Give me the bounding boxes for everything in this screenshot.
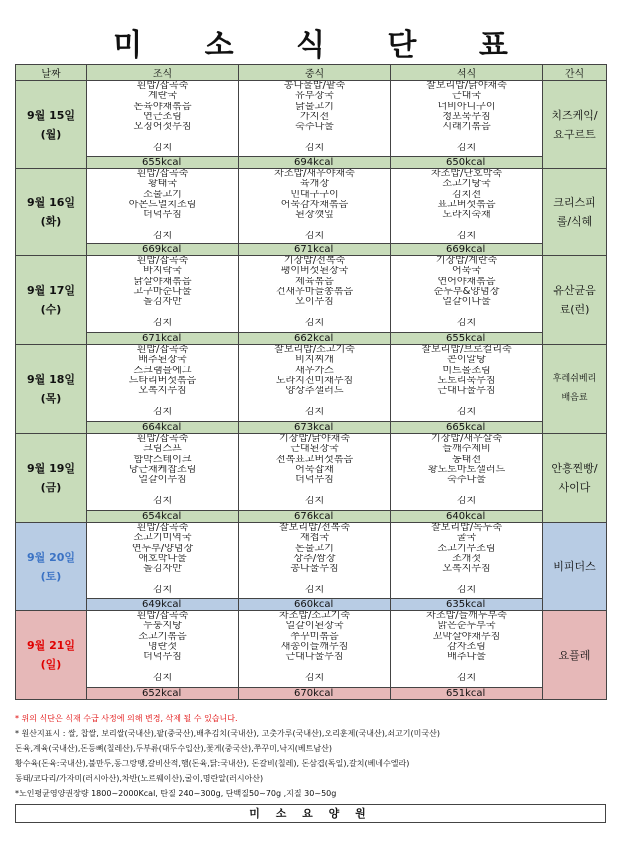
snack-item: 요구르트	[553, 127, 596, 141]
menu-item: 김치	[456, 495, 477, 506]
header-row	[16, 65, 607, 81]
day-row	[16, 523, 607, 599]
menu-item: 닭불고기	[295, 101, 334, 112]
menu-item: 조개젓	[452, 553, 481, 564]
menu-item	[239, 307, 390, 317]
kcal-value: 655kcal	[87, 157, 239, 169]
menu-item: 얼갈이나물	[442, 297, 491, 308]
menu-item: 어묵감자채볶음	[280, 199, 349, 210]
menu-item: 찰보리밥/전복죽	[279, 523, 350, 533]
kcal-value: 670kcal	[239, 688, 391, 700]
menu-item: 어묵국	[452, 266, 481, 277]
menu-item	[239, 396, 390, 406]
menu-item	[239, 485, 390, 495]
snack-cell	[543, 256, 607, 345]
kcal-value: 671kcal	[87, 333, 239, 345]
menu-item: 청포묵무침	[442, 111, 491, 122]
header-lunch: 중식	[239, 65, 391, 81]
menu-item: 김치	[304, 142, 325, 153]
menu-item	[87, 132, 238, 142]
snack-cell	[543, 81, 607, 169]
menu-item: 돈육야채볶음	[133, 101, 192, 112]
menu-item: 가지전	[300, 111, 329, 122]
day-weekday: (토)	[40, 569, 62, 583]
kcal-row	[16, 244, 607, 256]
menu-item: 차조밥/새우야채죽	[274, 169, 355, 179]
menu-item: 흰밥/잡곡죽	[136, 434, 189, 444]
snack-cell	[543, 169, 607, 256]
menu-item: 찰보리밥/소고기죽	[274, 345, 355, 355]
menu-item: 민대구구이	[290, 189, 339, 200]
menu-item: 김치	[152, 584, 173, 595]
menu-item: 김치	[304, 672, 325, 683]
menu-item: 흰밥/잡곡죽	[136, 523, 189, 533]
snack-cell	[543, 434, 607, 523]
menu-item: 소불고기	[143, 189, 182, 200]
kcal-value: 665kcal	[391, 422, 543, 434]
menu-item	[391, 220, 542, 230]
menu-item: 기장밥/닭야채죽	[279, 434, 350, 444]
dinner-cell	[391, 256, 543, 333]
menu-item: 아몬드멸치조림	[128, 199, 197, 210]
kcal-value: 650kcal	[391, 157, 543, 169]
breakfast-cell	[87, 169, 239, 244]
menu-item	[391, 662, 542, 672]
day-cell	[16, 611, 87, 700]
meal-plan-table	[15, 64, 607, 700]
menu-item: 누룽지탕	[143, 621, 182, 632]
menu-item: 흰밥/잡곡죽	[136, 345, 189, 355]
menu-item: 김치	[152, 406, 173, 417]
menu-item: 미트볼조림	[442, 365, 491, 376]
day-row	[16, 256, 607, 333]
menu-item	[391, 574, 542, 584]
menu-item	[391, 307, 542, 317]
menu-item: 들깨수제비	[442, 444, 491, 455]
day-row	[16, 169, 607, 244]
snack-cell	[543, 611, 607, 700]
meal-plan-body	[16, 81, 607, 700]
day-weekday: (일)	[40, 658, 62, 671]
day-cell	[16, 256, 87, 345]
notes	[15, 711, 606, 801]
menu-item: 흰밥/잡곡죽	[136, 169, 189, 179]
snack-item: 비피더스	[553, 560, 596, 573]
menu-item: 애호박나물	[138, 553, 187, 564]
menu-item: 새송이들깨무침	[280, 641, 349, 652]
menu-item: 소고기탕국	[442, 179, 491, 190]
day-date: 9월 19일	[26, 462, 76, 475]
dinner-cell	[391, 169, 543, 244]
menu-item: 소고기미역국	[133, 533, 192, 544]
kcal-value: 660kcal	[239, 599, 391, 611]
menu-item: 흰밥/잡곡죽	[136, 256, 189, 266]
menu-item	[87, 307, 238, 317]
menu-item: 느타리버섯볶음	[128, 375, 197, 386]
breakfast-cell	[87, 434, 239, 511]
menu-item	[87, 485, 238, 495]
menu-item: 근대나물무침	[437, 386, 496, 397]
menu-item: 김치	[152, 142, 173, 153]
menu-item: 감자조림	[447, 641, 486, 652]
menu-item: 김치	[304, 230, 325, 241]
kcal-value: 694kcal	[239, 157, 391, 169]
menu-item: 김치	[456, 230, 477, 241]
kcal-value: 671kcal	[239, 244, 391, 256]
menu-item: 돌김자반	[143, 564, 182, 575]
menu-item: 비지찌개	[295, 355, 334, 366]
note-line: *노인평균영양권장량 1800~2000Kcal, 탄질 240~300g, 단백질50~70g ,지질 30~50g	[15, 789, 337, 798]
menu-item	[391, 132, 542, 142]
menu-item: 찰보리밥/닭야채죽	[426, 81, 507, 91]
menu-item: 오이무침	[295, 297, 334, 308]
kcal-row	[16, 511, 607, 523]
header-breakfast: 조식	[87, 65, 239, 81]
menu-item: 차조밥/들깨두부죽	[426, 611, 507, 621]
menu-item: 김치	[152, 230, 173, 241]
menu-item: 굴국	[456, 533, 477, 544]
menu-item	[239, 662, 390, 672]
menu-item: 도토리묵무침	[437, 375, 496, 386]
lunch-cell	[239, 256, 391, 333]
menu-item: 바지락국	[143, 266, 182, 277]
day-cell	[16, 169, 87, 256]
menu-item: 김치	[456, 584, 477, 595]
menu-item: 김치	[456, 317, 477, 328]
menu-item	[391, 485, 542, 495]
lunch-cell	[239, 81, 391, 157]
snack-cell	[543, 523, 607, 611]
menu-item: 차조밥/단호박죽	[431, 169, 502, 179]
menu-item: 꼬막살야채무침	[432, 631, 501, 642]
menu-item: 스크램블에그	[133, 365, 192, 376]
menu-item: 김치	[304, 584, 325, 595]
breakfast-cell	[87, 256, 239, 333]
menu-item: 김치	[456, 142, 477, 153]
menu-item: 차조밥/소고기죽	[279, 611, 350, 621]
facility-name: 미 소 요 양 원	[15, 804, 606, 823]
menu-item: 배추된장국	[138, 355, 187, 366]
menu-item: 건새우마늘쫑볶음	[275, 286, 354, 297]
day-date: 9월 20일	[26, 550, 76, 564]
breakfast-cell	[87, 611, 239, 688]
menu-item: 어묵잡채	[295, 464, 334, 475]
day-weekday: (화)	[40, 215, 62, 228]
menu-item: 김치	[304, 317, 325, 328]
menu-item: 콘이알탕	[447, 355, 486, 366]
day-weekday: (수)	[40, 303, 62, 316]
menu-item: 오복지무침	[442, 564, 491, 575]
day-weekday: (목)	[40, 392, 62, 405]
kcal-value: 640kcal	[391, 511, 543, 523]
menu-item: 오복지무침	[138, 386, 187, 397]
day-cell	[16, 523, 87, 611]
kcal-value: 664kcal	[87, 422, 239, 434]
menu-item: 상추/쌈장	[293, 553, 336, 564]
menu-item: 기장밥/새우살죽	[431, 434, 502, 444]
menu-item: 김치	[152, 317, 173, 328]
lunch-cell	[239, 611, 391, 688]
menu-item: 동태전	[452, 454, 481, 465]
menu-item: 찰보리밥/녹두죽	[431, 523, 502, 533]
menu-item	[239, 220, 390, 230]
menu-item: 더덕무침	[143, 210, 182, 221]
menu-item: 순두부&양념장	[433, 286, 500, 297]
snack-item: 료(런)	[559, 303, 590, 316]
header-date: 날짜	[16, 65, 87, 81]
menu-item	[239, 574, 390, 584]
menu-item: 고구마순나물	[133, 286, 192, 297]
menu-item: 당근채케찹조림	[128, 464, 197, 475]
menu-item	[87, 396, 238, 406]
menu-item: 육개장	[300, 179, 329, 190]
menu-item: 황태국	[148, 179, 177, 190]
menu-item: 크림스프	[143, 444, 182, 455]
dinner-cell	[391, 523, 543, 599]
kcal-value: 662kcal	[239, 333, 391, 345]
menu-item: 명란젓	[148, 641, 177, 652]
breakfast-cell	[87, 523, 239, 599]
dinner-cell	[391, 611, 543, 688]
kcal-value: 652kcal	[87, 688, 239, 700]
kcal-row	[16, 688, 607, 700]
menu-item: 기장밥/전복죽	[283, 256, 346, 266]
menu-item	[87, 220, 238, 230]
kcal-row	[16, 422, 607, 434]
menu-item: 근대나물무침	[285, 652, 344, 663]
menu-item: 김치	[152, 495, 173, 506]
lunch-cell	[239, 523, 391, 599]
breakfast-cell	[87, 81, 239, 157]
menu-item: 표고버섯볶음	[437, 199, 496, 210]
day-date: 9월 16일	[26, 196, 76, 209]
menu-item: 오징어젓무침	[133, 122, 192, 133]
menu-item: 근대된장국	[290, 444, 339, 455]
menu-item: 쭈꾸미볶음	[290, 631, 339, 642]
day-cell	[16, 434, 87, 523]
dinner-cell	[391, 81, 543, 157]
note-line: 동태/코다리/가자미(러시아산),차반(노르웨이산),굴이,명란알(러시아산)	[15, 774, 264, 783]
note-line: * 위의 식단은 식재 수급 사정에 의해 변경, 삭제 될 수 있습니다.	[15, 714, 238, 723]
menu-item: 전복표고버섯볶음	[275, 454, 354, 465]
menu-item: 찰보리밥/브로컬리죽	[421, 345, 512, 355]
snack-item: 치즈케익/	[551, 108, 598, 122]
dinner-cell	[391, 434, 543, 511]
day-date: 9월 17일	[26, 284, 76, 297]
menu-item: 새우가스	[295, 365, 334, 376]
snack-item: 크리스피	[553, 196, 596, 209]
day-weekday: (금)	[40, 481, 62, 494]
kcal-value: 655kcal	[391, 333, 543, 345]
menu-item: 팽이버섯된장국	[280, 266, 349, 277]
menu-item	[239, 132, 390, 142]
menu-item: 더덕무침	[295, 475, 334, 486]
menu-item: 제육볶음	[295, 276, 334, 287]
note-line: * 원산지표시 : 쌀, 찹쌀, 보리쌀(국내산),팥(중국산),배추김치(국내산), 고춧가루(국내산),오리훈제(국내산),쇠고기(미국산)	[15, 729, 440, 738]
menu-item: 황도토마토샐러드	[427, 464, 506, 475]
kcal-value: 651kcal	[391, 688, 543, 700]
menu-item: 함박스테이크	[133, 454, 192, 465]
snack-item: 배음료	[561, 393, 588, 403]
day-row	[16, 434, 607, 511]
header-snack: 간식	[543, 65, 607, 81]
kcal-value: 635kcal	[391, 599, 543, 611]
menu-item: 콩나물무침	[290, 564, 339, 575]
menu-item: 김치	[304, 406, 325, 417]
day-date: 9월 18일	[26, 373, 76, 386]
menu-item: 된장깻잎	[295, 210, 334, 221]
menu-item: 돌김자반	[143, 297, 182, 308]
snack-item: 롤/식혜	[556, 215, 593, 228]
kcal-row	[16, 157, 607, 169]
menu-item: 돈불고기	[295, 543, 334, 554]
menu-item: 콩나물밥/팥죽	[283, 81, 346, 91]
page-title: 미 소 식 단 표	[113, 28, 534, 63]
menu-item: 소고기볶음	[138, 631, 187, 642]
menu-item: 계란국	[148, 91, 177, 102]
menu-item: 도라지진미채무침	[275, 375, 354, 386]
menu-item: 연근조림	[143, 111, 182, 122]
menu-item: 소고기무조림	[437, 543, 496, 554]
menu-item: 재첩국	[300, 533, 329, 544]
day-row	[16, 345, 607, 422]
day-cell	[16, 81, 87, 169]
kcal-row	[16, 599, 607, 611]
menu-item: 배추나물	[447, 652, 486, 663]
menu-item: 얼갈이된장국	[285, 621, 344, 632]
menu-item	[87, 574, 238, 584]
kcal-row	[16, 333, 607, 345]
menu-item	[87, 662, 238, 672]
menu-item: 기장밥/계란죽	[435, 256, 498, 266]
menu-item: 흰밥/잡곡죽	[136, 81, 189, 91]
menu-item: 근대국	[452, 91, 481, 102]
snack-item: 후레쉬베리	[552, 374, 597, 384]
snack-item: 유산균음	[553, 284, 596, 297]
day-row	[16, 81, 607, 157]
menu-item: 도라지숙채	[442, 210, 491, 221]
note-line: 돈육,계육(국내산),돈등뼈(칠레산),두부류(대두수입산),꽃게(중국산),쭈꾸미,낙지(베트남산)	[15, 744, 332, 753]
snack-item: 안흥찐빵/	[551, 462, 598, 475]
day-date: 9월 15일	[26, 108, 76, 122]
menu-item: 김치	[456, 672, 477, 683]
menu-item: 연어야채볶음	[437, 276, 496, 287]
menu-item: 양상추샐러드	[285, 386, 344, 397]
lunch-cell	[239, 434, 391, 511]
kcal-value: 676kcal	[239, 511, 391, 523]
menu-item: 김치	[304, 495, 325, 506]
menu-item: 얼갈이무침	[138, 475, 187, 486]
snack-cell	[543, 345, 607, 434]
menu-item: 유부장국	[295, 91, 334, 102]
lunch-cell	[239, 169, 391, 244]
breakfast-cell	[87, 345, 239, 422]
kcal-value: 669kcal	[87, 244, 239, 256]
day-date: 9월 21일	[26, 639, 76, 652]
menu-item: 맑은순두부국	[437, 621, 496, 632]
menu-item: 더덕무침	[143, 652, 182, 663]
menu-item: 김치	[152, 672, 173, 683]
menu-item: 숙주나물	[295, 122, 334, 133]
header-dinner: 석식	[391, 65, 543, 81]
menu-item: 김치	[456, 406, 477, 417]
kcal-value: 649kcal	[87, 599, 239, 611]
menu-item: 김치전	[452, 189, 481, 200]
dinner-cell	[391, 345, 543, 422]
day-weekday: (월)	[40, 127, 62, 141]
note-line: 황수육(돈육:국내산),불만두,동그랑땡,갈비산적,햄(돈육,닭:국내산), 돈갈비(칠레), 돈삼겹(독일),갈치(베네수엘라)	[15, 759, 410, 768]
snack-item: 사이다	[558, 481, 591, 494]
menu-item: 흰밥/잡곡죽	[136, 611, 189, 621]
snack-item: 요플레	[558, 648, 591, 662]
menu-item: 숙주나물	[447, 475, 486, 486]
menu-item: 연두부/양념장	[131, 543, 194, 554]
menu-item	[391, 396, 542, 406]
kcal-value: 654kcal	[87, 511, 239, 523]
lunch-cell	[239, 345, 391, 422]
day-row	[16, 611, 607, 688]
menu-item: 시래기볶음	[442, 122, 491, 133]
menu-item: 너비아니구이	[437, 101, 496, 112]
kcal-value: 673kcal	[239, 422, 391, 434]
day-cell	[16, 345, 87, 434]
kcal-value: 669kcal	[391, 244, 543, 256]
menu-item: 닭살야채볶음	[133, 276, 192, 287]
